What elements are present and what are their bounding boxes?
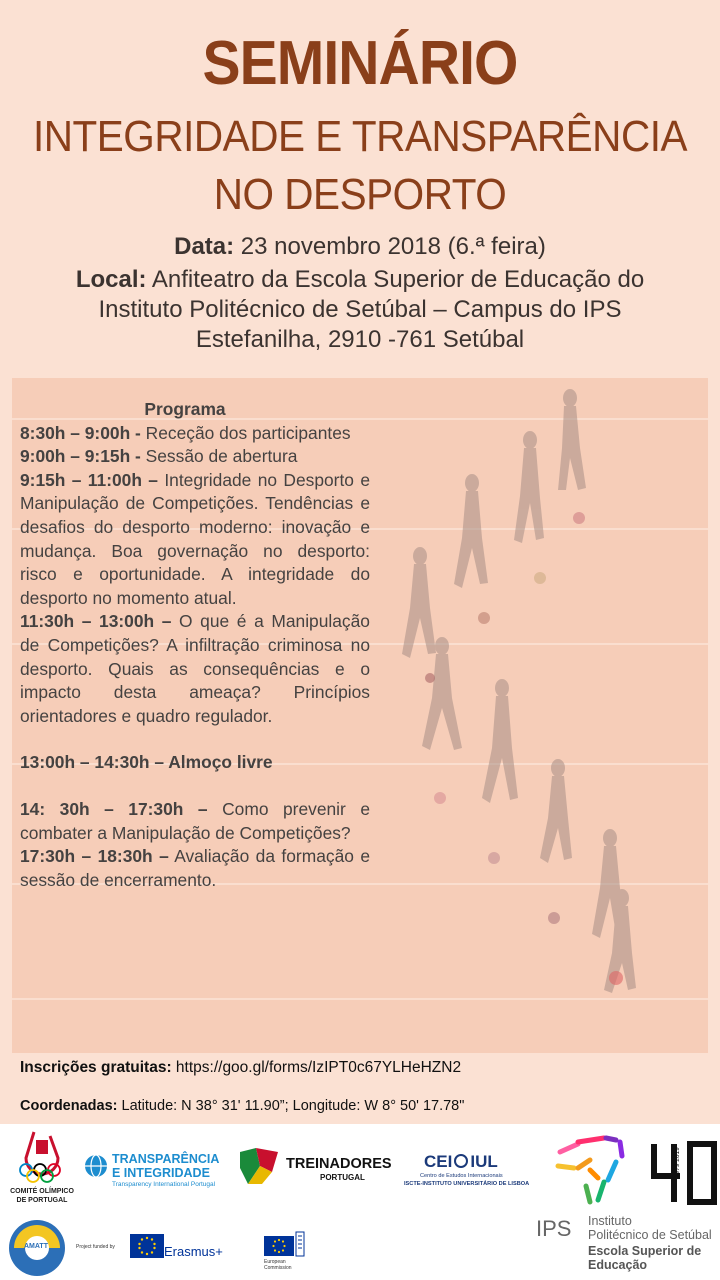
- date-label: Data:: [174, 233, 235, 260]
- location-line1: Anfiteatro da Escola Superior de Educação do: [146, 266, 645, 293]
- registration-label: Inscrições gratuitas:: [20, 1059, 172, 1076]
- sponsor-logos: [0, 1124, 720, 1280]
- ips-40-emblem-icon: [530, 1130, 718, 1214]
- erasmus-logo: [130, 1234, 240, 1270]
- date-value: 23 novembro 2018 (6.ª feira): [234, 233, 546, 260]
- cei-wordmark: CEI IUL: [424, 1152, 498, 1171]
- ti-tagline: Transparency International Portugal: [112, 1181, 216, 1188]
- poster-subtitle-line2: NO DESPORTO: [213, 170, 507, 219]
- cop-name-line1: COMITÉ OLÍMPICO: [10, 1188, 74, 1195]
- ips-abbr: IPS: [536, 1216, 572, 1241]
- ec-building-icon: [264, 1228, 308, 1258]
- program-schedule: [20, 398, 370, 892]
- schedule-item: 9:00h – 9:15h - Sessão de abertura: [20, 446, 298, 467]
- cop-logo: [4, 1128, 80, 1208]
- schedule-item: 9:15h – 11:00h – Integridade no Desporto e Manipulação de Competições. Tendências e desafios do desporto moderno: inovação e mudança. Boa governação no desporto: risco e oportunidade. A integridade do desporto no momento atual.: [20, 469, 370, 608]
- registration-link[interactable]: https://goo.gl/forms/IzIPT0c67YLHeHZN2: [171, 1059, 462, 1076]
- schedule-item: 8:30h – 9:00h - Receção dos participantes: [20, 422, 351, 443]
- ec-line2: Commission: [264, 1265, 292, 1271]
- schedule-item: 17:30h – 18:30h – Avaliação da formação e sessão de encerramento.: [20, 846, 370, 890]
- globe-icon: [84, 1154, 108, 1178]
- treinadores-logo: [238, 1146, 398, 1190]
- amatt-logo: [6, 1218, 68, 1278]
- ips-line1: Instituto: [588, 1214, 632, 1228]
- cei-line1: Centro de Estudos Internacionais: [420, 1173, 503, 1179]
- ti-name-line2: E INTEGRIDADE: [112, 1166, 210, 1180]
- schedule-item-lunch: 13:00h – 14:30h – Almoço livre: [20, 752, 273, 773]
- poster-subtitle-line1: INTEGRIDADE E TRANSPARÊNCIA: [32, 112, 688, 161]
- location-line2: Instituto Politécnico de Setúbal – Campus do IPS: [98, 296, 622, 323]
- coordinates-value: Latitude: N 38° 31' 11.90”; Longitude: W 8° 50' 17.78": [117, 1098, 465, 1114]
- ti-logo: [84, 1152, 229, 1192]
- amatt-name: AMATT: [24, 1243, 48, 1250]
- treinadores-country: PORTUGAL: [320, 1173, 365, 1182]
- event-date: [0, 232, 720, 262]
- program-panel: [12, 378, 708, 1053]
- coordinates-label: Coordenadas:: [20, 1098, 118, 1114]
- location-line3: Estefanilha, 2910 -761 Setúbal: [195, 326, 525, 353]
- event-location: [0, 265, 720, 355]
- schedule-item: 11:30h – 13:00h – O que é a Manipulação de Competições? A infiltração criminosa no desporto. Quais as consequências e o impacto desta ameaça? Princípios orientadores e quadro regulador.: [20, 611, 370, 726]
- erasmus-name: Erasmus+: [164, 1244, 223, 1259]
- ips-line3: Escola Superior de: [588, 1244, 702, 1258]
- ips-line4: Educação: [588, 1258, 648, 1272]
- program-heading: Programa: [144, 399, 226, 419]
- treinadores-emblem-icon: [238, 1146, 282, 1186]
- coordinates-line: [20, 1098, 464, 1114]
- eu-flag-icon: [130, 1234, 164, 1258]
- ti-name-line1: TRANSPARÊNCIA: [112, 1152, 220, 1166]
- cop-name-line2: DE PORTUGAL: [16, 1197, 68, 1204]
- schedule-item: 14: 30h – 17:30h – Como prevenir e combater a Manipulação de Competições?: [20, 798, 371, 843]
- runners-shadow-image: [372, 378, 708, 1053]
- cop-emblem-icon: [4, 1128, 80, 1184]
- ips-years: 1979 2019: [674, 1147, 681, 1178]
- location-label: Local:: [75, 266, 147, 293]
- ips-logo: [530, 1130, 718, 1276]
- european-commission-logo: [252, 1228, 322, 1276]
- funded-by-text: Project funded by: [76, 1244, 115, 1250]
- cei-iul-logo: [402, 1152, 532, 1192]
- cei-line2: ISCTE-INSTITUTO UNIVERSITÁRIO DE LISBOA: [404, 1181, 530, 1187]
- cei-circle-icon: [454, 1154, 468, 1168]
- treinadores-name: TREINADORES: [286, 1156, 392, 1172]
- ec-line1: European: [264, 1259, 286, 1265]
- registration-line: [20, 1059, 461, 1077]
- ips-line2: Politécnico de Setúbal: [588, 1228, 712, 1242]
- poster-title: SEMINÁRIO: [202, 29, 518, 98]
